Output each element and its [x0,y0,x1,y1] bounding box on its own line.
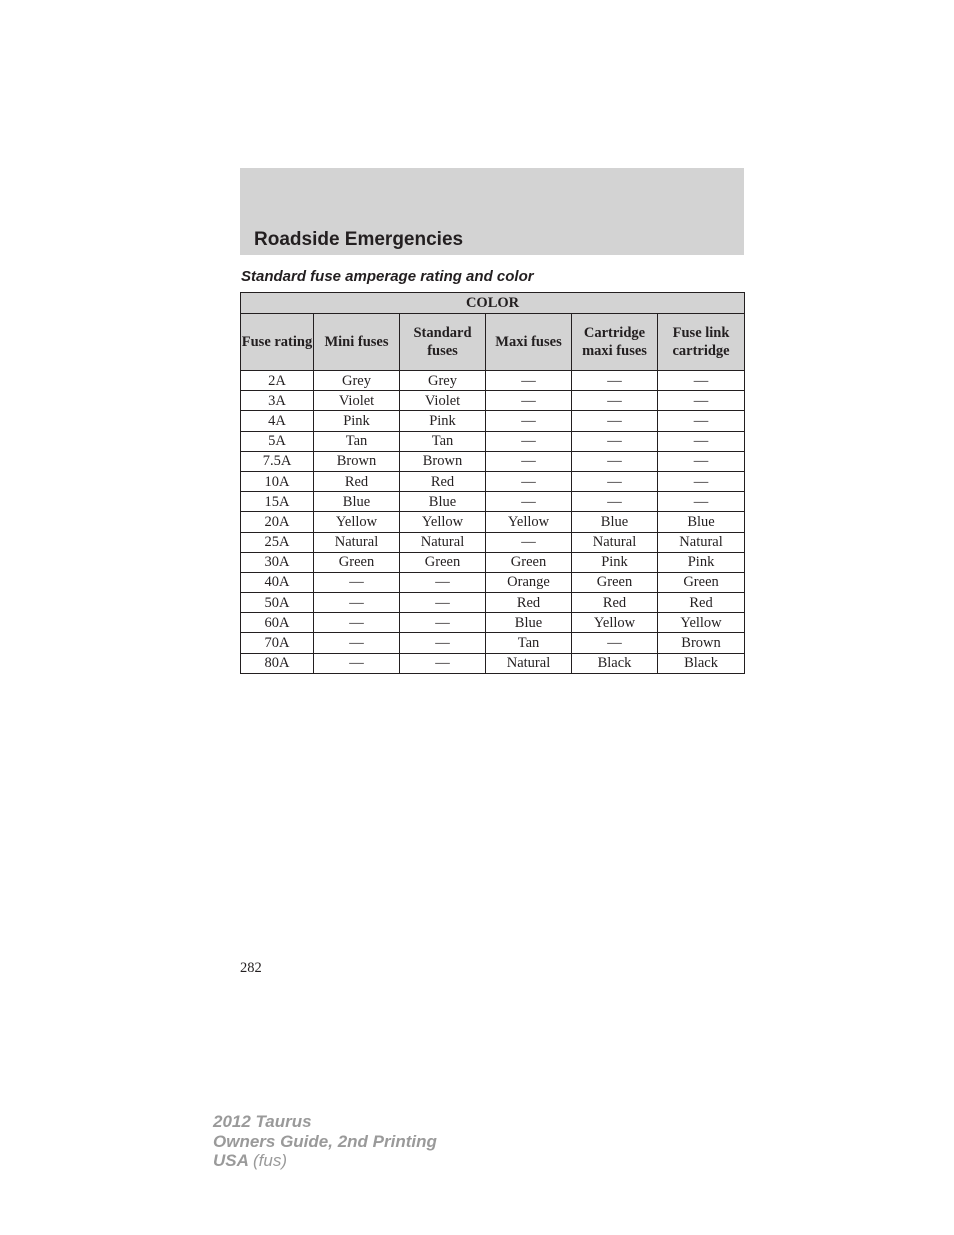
fuse-color-cell: Brown [400,451,486,471]
fuse-color-cell: — [658,492,745,512]
fuse-rating-cell: 30A [241,552,314,572]
fuse-rating-cell: 2A [241,371,314,391]
footer-line-region [213,1151,437,1171]
fuse-color-cell: — [658,391,745,411]
table-row [241,512,745,532]
fuse-color-cell: Blue [314,492,400,512]
fuse-color-cell: Natural [400,532,486,552]
fuse-color-cell: Tan [400,431,486,451]
fuse-color-cell: Blue [572,512,658,532]
table-row [241,613,745,633]
fuse-color-cell: — [314,613,400,633]
fuse-color-cell: Black [572,653,658,673]
fuse-rating-cell: 25A [241,532,314,552]
fuse-color-cell: Pink [400,411,486,431]
footer-region: USA [213,1151,249,1170]
fuse-color-cell: Blue [400,492,486,512]
fuse-color-cell: Violet [314,391,400,411]
color-group-header: COLOR [241,293,745,314]
fuse-color-cell: — [486,371,572,391]
table-subheading: Standard fuse amperage rating and color [241,268,534,285]
fuse-rating-cell: 10A [241,471,314,491]
fuse-color-cell: Green [572,572,658,592]
table-row [241,572,745,592]
fuse-color-cell: — [400,572,486,592]
fuse-color-cell: Red [486,593,572,613]
fuse-color-cell: — [314,653,400,673]
table-row [241,451,745,471]
table-row [241,633,745,653]
fuse-color-cell: — [314,633,400,653]
fuse-color-cell: — [400,633,486,653]
footer-region-code: (fus) [253,1151,287,1170]
fuse-color-cell: Pink [572,552,658,572]
fuse-color-cell: — [658,371,745,391]
footer [213,1112,437,1171]
table-row [241,391,745,411]
column-header-mini-fuses: Mini fuses [314,314,400,371]
fuse-color-cell: — [486,391,572,411]
table-row [241,593,745,613]
fuse-color-cell: Green [486,552,572,572]
fuse-color-cell: Grey [400,371,486,391]
fuse-color-cell: Green [314,552,400,572]
fuse-color-cell: — [400,613,486,633]
fuse-color-cell: — [486,532,572,552]
table-row [241,431,745,451]
fuse-rating-cell: 50A [241,593,314,613]
table-row [241,492,745,512]
fuse-color-cell: Yellow [314,512,400,532]
fuse-color-cell: — [400,593,486,613]
table-row [241,653,745,673]
fuse-rating-cell: 7.5A [241,451,314,471]
column-header-fuse-rating: Fuse rating [241,314,314,371]
page-number: 282 [240,960,262,976]
fuse-color-cell: Yellow [486,512,572,532]
table-row [241,371,745,391]
fuse-color-cell: — [572,451,658,471]
footer-line-guide: Owners Guide, 2nd Printing [213,1131,437,1151]
fuse-color-cell: Brown [314,451,400,471]
fuse-color-cell: Red [400,471,486,491]
column-header-maxi-fuses: Maxi fuses [486,314,572,371]
fuse-color-cell: — [486,492,572,512]
table-row [241,532,745,552]
fuse-color-table [240,292,745,674]
section-title: Roadside Emergencies [254,229,464,250]
fuse-rating-cell: 70A [241,633,314,653]
fuse-rating-cell: 5A [241,431,314,451]
fuse-color-cell: Tan [486,633,572,653]
fuse-rating-cell: 40A [241,572,314,592]
fuse-color-cell: — [572,471,658,491]
table-row [241,411,745,431]
fuse-color-cell: Grey [314,371,400,391]
fuse-color-cell: Brown [658,633,745,653]
fuse-color-cell: Blue [658,512,745,532]
column-header-fuse-link-cartridge: Fuse link cartridge [658,314,745,371]
footer-line-model: 2012 Taurus [213,1112,312,1131]
fuse-rating-cell: 60A [241,613,314,633]
fuse-color-cell: Orange [486,572,572,592]
fuse-color-cell: Green [658,572,745,592]
fuse-color-cell: — [572,431,658,451]
fuse-color-cell: — [572,371,658,391]
column-header-standard-fuses: Standard fuses [400,314,486,371]
fuse-color-cell: Yellow [658,613,745,633]
fuse-color-cell: Natural [314,532,400,552]
fuse-color-cell: Yellow [400,512,486,532]
fuse-color-cell: — [572,633,658,653]
fuse-color-cell: Pink [314,411,400,431]
fuse-color-cell: Red [572,593,658,613]
table-row [241,552,745,572]
fuse-color-cell: — [658,411,745,431]
fuse-color-cell: — [658,431,745,451]
fuse-color-cell: Natural [658,532,745,552]
fuse-color-cell: Black [658,653,745,673]
fuse-color-cell: Green [400,552,486,572]
fuse-color-cell: — [572,492,658,512]
fuse-color-cell: Red [314,471,400,491]
fuse-rating-cell: 20A [241,512,314,532]
fuse-color-cell: — [486,411,572,431]
fuse-color-cell: Natural [486,653,572,673]
fuse-color-cell: — [658,451,745,471]
fuse-color-cell: Red [658,593,745,613]
fuse-color-cell: Tan [314,431,400,451]
fuse-rating-cell: 15A [241,492,314,512]
fuse-color-cell: Natural [572,532,658,552]
fuse-color-cell: — [486,431,572,451]
fuse-color-cell: Pink [658,552,745,572]
fuse-color-cell: Blue [486,613,572,633]
fuse-rating-cell: 4A [241,411,314,431]
fuse-color-cell: — [314,572,400,592]
fuse-color-cell: Yellow [572,613,658,633]
fuse-color-cell: — [486,471,572,491]
fuse-color-cell: Violet [400,391,486,411]
fuse-color-cell: — [658,471,745,491]
column-header-cartridge-maxi-fuses: Cartridge maxi fuses [572,314,658,371]
fuse-color-cell: — [486,451,572,471]
table-row [241,471,745,491]
fuse-color-cell: — [314,593,400,613]
fuse-color-cell: — [400,653,486,673]
table-body [241,371,745,674]
fuse-rating-cell: 80A [241,653,314,673]
fuse-rating-cell: 3A [241,391,314,411]
fuse-color-cell: — [572,411,658,431]
fuse-color-cell: — [572,391,658,411]
